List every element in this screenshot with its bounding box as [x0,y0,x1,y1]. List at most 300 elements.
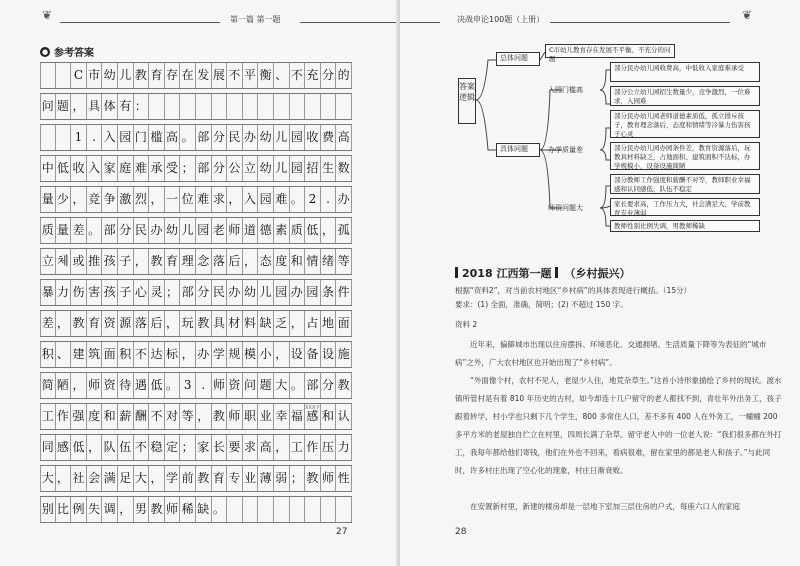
grid-cell: 孩 [102,280,118,305]
grid-cell: 不 [134,435,150,460]
grid-cell: ， [149,187,165,212]
grid-cell: 面 [102,342,118,367]
grid-cell: 立 [243,156,259,181]
grid-cell: 满 [102,466,118,491]
grid-cell: 不 [290,63,306,88]
grid-cell [336,497,352,522]
grid-cell: 有 [118,94,134,119]
grid-cell: ； [290,466,306,491]
grid-cell: 办 [336,187,352,212]
grid-cell: 具 [87,94,103,119]
grid-cell: 在 [180,63,196,88]
grid-cell: 薪 [118,404,134,429]
grid-cell: 业 [243,466,259,491]
grid-cell: 发 [196,63,212,88]
grid-cell: 具 [212,311,228,336]
grid-cell: 态 [258,249,274,274]
grid-cell: 入 [87,156,103,181]
grid-cell: 前 [180,466,196,491]
section-title [40,44,94,59]
grid-row [40,341,352,368]
grid-cell: 园 [305,280,321,305]
grid-cell [274,497,290,522]
question-tag: （乡村振兴） [564,267,631,280]
grid-cell: 部 [180,280,196,305]
grid-cell: 部 [305,373,321,398]
grid-cell: 儿 [274,156,290,181]
grid-cell [321,497,337,522]
grid-cell: ， [180,342,196,367]
grid-cell [165,94,181,119]
grid-cell [40,125,56,150]
title-bar-icon [455,267,458,278]
grid-cell: 差 [71,218,87,243]
grid-cell: 推 [87,249,103,274]
grid-cell: 衡 [258,63,274,88]
grid-cell: 2 [305,187,321,212]
grid-cell: ， [71,187,87,212]
grid-cell: 幸 [274,404,290,429]
grid-cell: 认 [336,404,352,429]
grid-cell: 教 [212,404,228,429]
mindmap-summary-label: 总体问题 [496,52,540,66]
grid-cell: 师 [227,218,243,243]
grid-row [40,186,352,213]
grid-cell: 幼 [102,63,118,88]
grid-cell: 力 [336,435,352,460]
grid-cell: 家 [196,435,212,460]
grid-cell: 施 [336,342,352,367]
grid-cell: 育 [87,311,103,336]
grid-cell: 市 [87,63,103,88]
grid-cell: 民 [134,218,150,243]
grid-cell: 分 [196,280,212,305]
grid-cell: 部 [196,156,212,181]
grid-cell: 园 [290,125,306,150]
grid-cell: 师 [165,497,181,522]
grid-cell: 育 [165,249,181,274]
grid-cell: 教 [134,63,150,88]
mindmap-leaf: 部分教师工作强度和薪酬不对等，教师职业幸福感和认同感低，队伍不稳定 [610,174,760,194]
grid-cell: 收 [305,125,321,150]
grid-cell: 求 [243,435,259,460]
mindmap-leaf: 部分民办幼儿园收费高，中低收入家庭难承受 [610,62,760,82]
grid-cell [305,94,321,119]
grid-cell: 체 [56,249,72,274]
grid-cell [56,125,72,150]
grid-cell: 低 [305,218,321,243]
grid-cell [290,497,306,522]
grid-cell: . [196,373,212,398]
grid-cell: 业 [258,404,274,429]
grid-cell: ， [56,466,72,491]
grid-cell: 玩 [180,311,196,336]
grid-cell: 不 [149,404,165,429]
grid-cell: 体 [102,94,118,119]
grid-cell: 民 [227,125,243,150]
grid-cell: 展 [212,63,228,88]
grid-cell: 面 [336,311,352,336]
question-title-text: 2018 江西第一题 [462,267,552,280]
grid-cell: ， [71,94,87,119]
grid-cell: 资 [227,373,243,398]
grid-cell: 简 [40,373,56,398]
grid-cell: 职 [243,404,259,429]
grid-cell: ， [149,466,165,491]
grid-cell: 难 [196,187,212,212]
grid-cell [243,497,259,522]
section-title-text: 参考答案 [54,48,94,59]
grid-cell [227,94,243,119]
grid-cell: 资 [102,373,118,398]
grid-cell [180,94,196,119]
grid-cell: 达 [149,342,165,367]
grid-cell: 题 [56,94,72,119]
grid-cell: 地 [321,311,337,336]
grid-cell [243,94,259,119]
mindmap-leaf: 部分公立幼儿园招生数量少，竞争激烈，一位难求，入园难 [610,86,760,106]
grid-cell: 少 [56,187,72,212]
grid-cell: 福 [290,404,306,429]
grid-cell: 专 [227,466,243,491]
grid-cell: 资 [102,311,118,336]
grid-cell: 一 [165,187,181,212]
grid-row [40,155,352,182]
grid-cell: 低 [149,373,165,398]
grid-cell: 作 [56,404,72,429]
grid-cell: 子 [118,249,134,274]
grid-cell: 长 [212,435,228,460]
grid-cell: 德 [258,218,274,243]
page-number-right: 28 [455,527,467,537]
grid-cell: 情 [305,249,321,274]
grid-cell: 力 [56,280,72,305]
left-page [0,0,398,566]
grid-cell: 等 [180,404,196,429]
grid-row [40,217,352,244]
grid-cell: 幼 [258,125,274,150]
mindmap-specific-label: 具体问题 [496,143,540,157]
grid-row [40,248,352,275]
header-rule [60,22,220,23]
grid-cell: 生 [321,156,337,181]
grid-cell: 理 [180,249,196,274]
grid-cell: 质 [40,218,56,243]
title-bar-icon [555,267,558,278]
grid-cell: 子 [118,280,134,305]
grid-cell: 占 [305,311,321,336]
header-right-label: 决战申论100题（上册） [457,15,545,24]
grid-cell: 或 [71,249,87,274]
grid-cell: 民 [212,280,228,305]
grid-cell: 性 [336,466,352,491]
grid-cell: 队 [102,435,118,460]
grid-cell: 教 [305,466,321,491]
grid-cell: 入 [102,125,118,150]
grid-cell: 师 [227,404,243,429]
grid-cell: 分 [321,63,337,88]
grid-cell: ， [71,373,87,398]
grid-cell: 例 [71,497,87,522]
material-paragraph: 近年来，偏僻城市出现以住房摆拆、环境恶化、交通拥堵、生活质量下降等为表征的“城市病”之外，广大农村地区也开始出现了“乡村病”。 [455,340,767,367]
grid-cell: 工 [40,404,56,429]
grid-cell: 落 [134,311,150,336]
grid-cell [274,94,290,119]
grid-cell: 受 [165,156,181,181]
grid-cell: 后 [227,249,243,274]
grid-cell: 。 [165,373,181,398]
grid-cell: 教 [149,249,165,274]
grid-cell: 部 [196,125,212,150]
grid-cell: 筑 [87,342,103,367]
ornament-icon: ❦ [42,8,53,22]
grid-cell: 学 [212,342,228,367]
grid-cell: 失 [87,497,103,522]
grid-cell: 。 [290,373,306,398]
grid-row [40,465,352,492]
grid-cell: ， [165,311,181,336]
material-paragraph: 在安置新村里，新建的楼房却是一层地下室加三层住房的户式，每座六口人的家庭 [470,502,740,511]
grid-cell: 件 [336,280,352,305]
grid-cell: 定 [165,435,181,460]
grid-cell: 办 [227,280,243,305]
grid-cell: 。 [87,218,103,243]
question-title [455,265,630,281]
grid-cell: 费 [321,125,337,150]
grid-cell: 存 [165,63,181,88]
grid-row [40,372,352,399]
grid-cell [305,497,321,522]
grid-cell: ， [274,435,290,460]
mindmap-leaf: 部分民办幼儿园办园条件差，教育资源落后，玩教具材料缺乏，占地面积、建筑面积不达标，办学规模小，设备设施简陋 [610,142,760,170]
grid-cell: 中 [40,156,56,181]
grid-cell: 园 [290,156,306,181]
grid-cell: 心 [134,280,150,305]
grid-cell: 孤 [336,218,352,243]
grid-cell: ： [134,94,150,119]
grid-cell: 高 [258,435,274,460]
grid-cell: 别 [40,497,56,522]
grid-cell: 分 [212,156,228,181]
grid-cell: 薄 [258,466,274,491]
grid-cell [149,94,165,119]
grid-cell: 调 [102,497,118,522]
grid-cell: 害 [87,280,103,305]
grid-cell: 会 [87,466,103,491]
grid-cell: 教 [71,311,87,336]
grid-cell: 教 [149,497,165,522]
grid-cell: ； [180,156,196,181]
grid-cell: 素 [274,218,290,243]
grid-cell: . [87,125,103,150]
grid-cell: 入 [243,187,259,212]
grid-cell: ， [56,311,72,336]
grid-cell: 招 [305,156,321,181]
mindmap-branch-label: 办学质量差 [548,146,583,154]
numbered-circle-icon: ● [41,47,49,56]
grid-cell: ； [180,435,196,460]
grid-cell: 槛 [149,125,165,150]
grid-cell: 质 [290,218,306,243]
grid-cell: 3 [180,373,196,398]
grid-cell [227,497,243,522]
grid-cell: 1 [71,125,87,150]
grid-cell: 等 [336,249,352,274]
mindmap-leaf: 部分民办幼儿园老师道德素质低，孤立排斥孩子，教育理念落后，态度和情绪等冷暴力伤害孩子心灵 [610,110,760,138]
grid-cell: 孩 [102,249,118,274]
grid-cell: 低 [56,156,72,181]
grid-row [40,434,352,461]
grid-cell: 育 [149,63,165,88]
grid-cell: 料 [243,311,259,336]
grid-footnote: XXX字 [305,405,321,411]
header-left-label: 第一篇 第一题 [230,15,281,24]
grid-cell: 高 [165,125,181,150]
grid-cell: 办 [149,218,165,243]
grid-cell [290,94,306,119]
grid-row [40,496,352,523]
grid-cell: ， [227,187,243,212]
grid-cell: 伤 [71,280,87,305]
grid-cell: ， [290,311,306,336]
grid-cell: 竞 [87,187,103,212]
grid-cell: 模 [243,342,259,367]
material-label: 资料 2 [455,320,478,329]
grid-cell: 园 [196,218,212,243]
grid-cell: 位 [180,187,196,212]
grid-cell: 足 [118,466,134,491]
grid-cell: 教 [196,466,212,491]
grid-cell: 压 [321,435,337,460]
grid-cell: 题 [258,373,274,398]
grid-cell: ， [243,249,259,274]
grid-cell: 高 [336,125,352,150]
grid-cell: 儿 [258,280,274,305]
mindmap-branch-label: 师资问题大 [548,204,583,212]
grid-cell: 数 [336,156,352,181]
mindmap-root: 答案逻辑 [458,78,476,124]
grid-cell: ， [274,342,290,367]
grid-cell: 量 [40,187,56,212]
grid-cell: ， [87,435,103,460]
grid-cell: 待 [118,373,134,398]
grid-cell: 比 [56,497,72,522]
grid-cell: 大 [134,466,150,491]
grid-cell [40,63,56,88]
grid-cell [321,94,337,119]
grid-cell: . [321,187,337,212]
grid-row [40,62,352,89]
grid-cell: 度 [274,249,290,274]
grid-cell: 条 [321,280,337,305]
page-number-left: 27 [336,527,348,537]
grid-cell: 缺 [196,497,212,522]
grid-cell: 和 [321,404,337,429]
grid-cell: 差 [40,311,56,336]
grid-cell: 源 [118,311,134,336]
grid-cell [196,94,212,119]
grid-cell: ， [321,218,337,243]
grid-cell: 儿 [118,63,134,88]
grid-cell: 办 [290,280,306,305]
grid-row [40,310,352,337]
grid-cell: 念 [196,249,212,274]
grid-cell: 老 [212,218,228,243]
grid-cell: 规 [227,342,243,367]
grid-cell: 学 [165,466,181,491]
mindmap-leaf: 家长要求高，工作压力大，社会满足大，学前教育专业薄弱 [610,198,760,216]
grid-cell: 分 [118,218,134,243]
grid-cell [258,497,274,522]
grid-cell: 师 [212,373,228,398]
grid-cell: ， [118,497,134,522]
grid-cell: 伍 [118,435,134,460]
grid-cell: 标 [165,342,181,367]
grid-cell: 园 [258,187,274,212]
grid-cell: 充 [305,63,321,88]
grid-cell: 男 [134,497,150,522]
ornament-icon: ❦ [742,8,753,22]
grid-cell: 积 [118,342,134,367]
grid-cell [56,63,72,88]
grid-cell: 备 [305,342,321,367]
grid-cell: 设 [321,342,337,367]
grid-cell: 问 [40,94,56,119]
grid-cell: 大 [274,373,290,398]
grid-cell: 绪 [321,249,337,274]
question-line: 根据“资料2”，对当前农村地区“乡村病”的具体表现进行概括。（15分） [455,286,692,295]
header-rule [300,22,398,23]
grid-cell: 乏 [274,311,290,336]
grid-cell: 幼 [243,280,259,305]
grid-cell: 师 [321,466,337,491]
grid-cell: 同 [40,435,56,460]
grid-cell: 办 [243,125,259,150]
grid-cell: 教 [196,311,212,336]
grid-cell [336,94,352,119]
grid-cell: 稀 [180,497,196,522]
grid-cell: 争 [102,187,118,212]
grid-cell: ， [196,404,212,429]
grid-cell: 家 [102,156,118,181]
grid-cell: 积 [40,342,56,367]
grid-cell: 分 [212,125,228,150]
grid-cell: 作 [305,435,321,460]
grid-cell: 社 [71,466,87,491]
grid-cell: 儿 [274,125,290,150]
grid-cell: ； [165,280,181,305]
grid-cell: 大 [40,466,56,491]
grid-row [40,124,352,151]
grid-cell: 激 [118,187,134,212]
grid-cell: 。 [180,125,196,150]
grid-cell: 和 [102,404,118,429]
grid-cell: 园 [274,280,290,305]
grid-cell [212,94,228,119]
grid-cell: 后 [149,311,165,336]
grid-cell: 。 [212,497,228,522]
grid-cell: 酬 [134,404,150,429]
grid-cell: 平 [243,63,259,88]
grid-cell: 求 [212,187,228,212]
grid-cell: 弱 [274,466,290,491]
material-paragraph: “外面像个村，农村不见人，老屋少人住，地荒杂草生。”这首小诗形象描绘了乡村的现状。渡水镇所管村是有着 810 年历史的古村，如今却连十几户留守的老人都找不到，青壮年外出务工，孩子跟着转学，村小学也只剩下几个学生，800 多常住人口，差不多有 400 人在外务工，一幢幢 200 多平方米的老屋独自伫立在村里，四周长满了杂草。留守老人中的一位老人说：“我们很多都在外打工，我每年都给他们寄钱，他们在外也不回来，看病很难，留在家里的都是老人和孩子。”与此同时，许多村庄出现了空心化的现象，村庄日渐衰败。 [455,376,782,475]
grid-cell: 暴 [40,280,56,305]
grid-cell: 公 [227,156,243,181]
grid-cell: C [71,63,87,88]
grid-cell: 低 [71,435,87,460]
grid-cell: 问 [243,373,259,398]
